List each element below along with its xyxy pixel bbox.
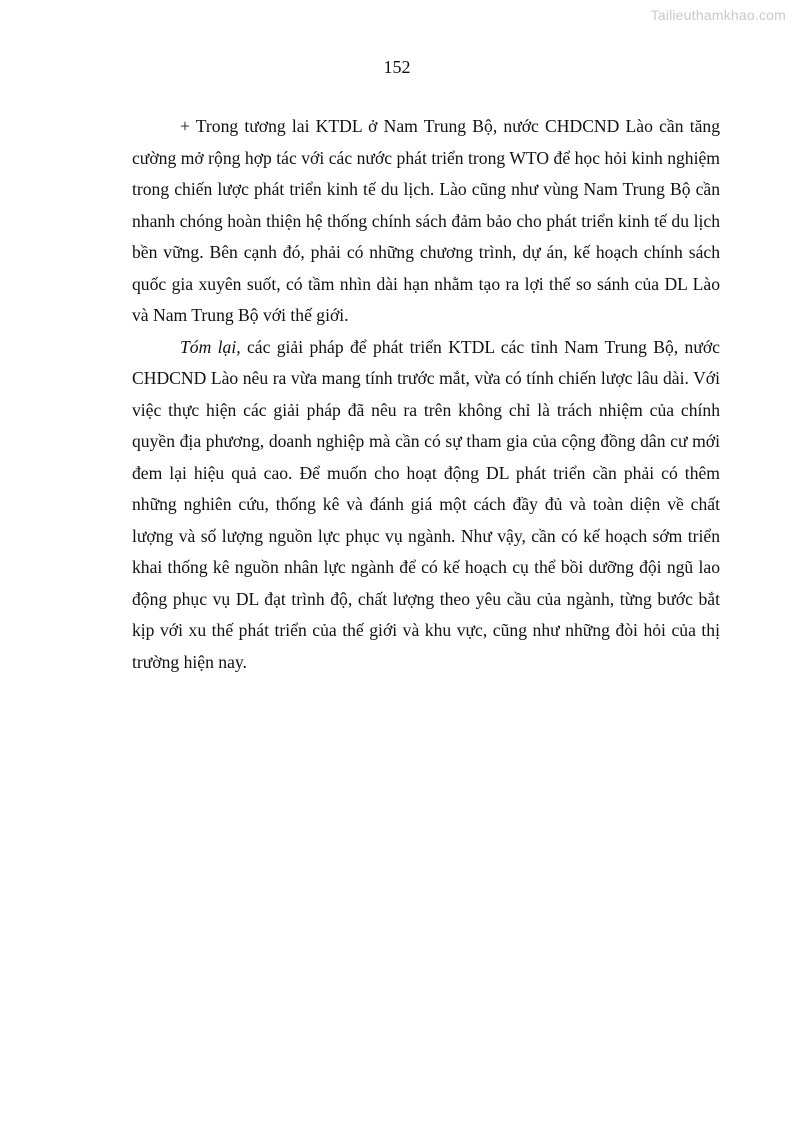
document-body	[132, 111, 720, 678]
paragraph-lead-italic: Tóm lại,	[180, 336, 241, 357]
watermark: Tailieuthamkhao.com	[650, 7, 786, 23]
page-number: 152	[383, 57, 411, 77]
paragraph-conclusion	[132, 332, 720, 679]
paragraph-text: các giải pháp để phát triển KTDL các tỉnh Nam Trung Bộ, nước CHDCND Lào nêu ra vừa mang tính trước mắt, vừa có tính chiến lược lâu dài. Với việc thực hiện các giải pháp đã nêu ra trên không chỉ là trách nhiệm của chính quyền địa phương, doanh nghiệp mà cần có sự tham gia của cộng đồng dân cư mới đem lại hiệu quả cao. Để muốn cho hoạt động DL phát triển cần phải có thêm những nghiên cứu, thống kê và đánh giá một cách đầy đủ và toàn diện về chất lượng và số lượng nguồn lực phục vụ ngành. Như vậy, cần có kế hoạch sớm triển khai thống kê nguồn nhân lực ngành để có kế hoạch cụ thể bồi dưỡng đội ngũ lao động phục vụ DL đạt trình độ, chất lượng theo yêu cầu của ngành, từng bước bắt kịp với xu thế phát triển của thế giới và khu vực, cũng như những đòi hỏi của thị trường hiện nay.	[132, 336, 720, 672]
paragraph-text: + Trong tương lai KTDL ở Nam Trung Bộ, nước CHDCND Lào cần tăng cường mở rộng hợp tác với các nước phát triển trong WTO để học hỏi kinh nghiệm trong chiến lược phát triển kinh tế du lịch. Lào cũng như vùng Nam Trung Bộ cần nhanh chóng hoàn thiện hệ thống chính sách đảm bảo cho phát triển kinh tế du lịch bền vững. Bên cạnh đó, phải có những chương trình, dự án, kế hoạch chính sách quốc gia xuyên suốt, có tầm nhìn dài hạn nhằm tạo ra lợi thế so sánh của DL Lào và Nam Trung Bộ với thế giới.	[132, 116, 720, 325]
paragraph-future-cooperation	[132, 111, 720, 332]
